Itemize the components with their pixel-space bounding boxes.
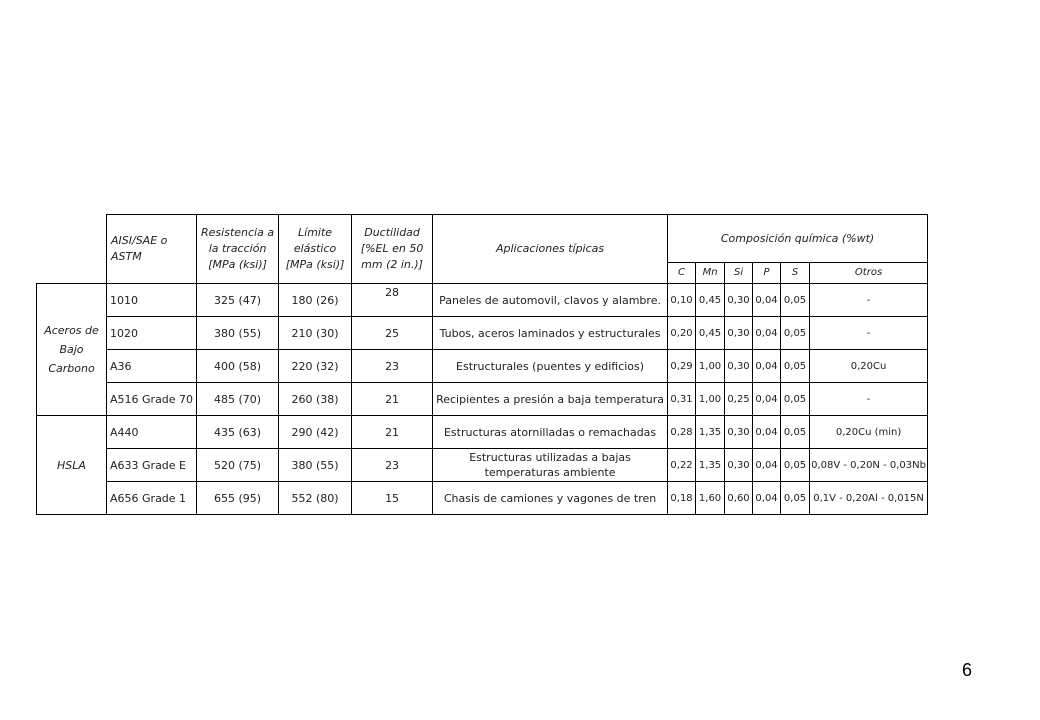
steel-code: A516 Grade 70 <box>107 383 197 416</box>
tensile-value: 325 (47) <box>197 284 279 317</box>
c-value: 0,22 <box>668 449 696 482</box>
other-elements-value: - <box>810 383 928 416</box>
tensile-value: 520 (75) <box>197 449 279 482</box>
tensile-value: 400 (58) <box>197 350 279 383</box>
c-value: 0,20 <box>668 317 696 350</box>
c-value: 0,28 <box>668 416 696 449</box>
si-value: 0,30 <box>725 317 753 350</box>
s-value: 0,05 <box>781 317 810 350</box>
table-row <box>37 350 928 383</box>
s-value: 0,05 <box>781 482 810 515</box>
mn-value: 1,35 <box>696 449 725 482</box>
tensile-header: Resistencia a la tracción [MPa (ksi)] <box>197 215 279 284</box>
yield-value: 180 (26) <box>279 284 352 317</box>
s-value: 0,05 <box>781 284 810 317</box>
yield-value: 210 (30) <box>279 317 352 350</box>
element-header-c: C <box>668 263 696 284</box>
table-row <box>37 317 928 350</box>
ductility-value: 21 <box>352 416 433 449</box>
c-value: 0,18 <box>668 482 696 515</box>
steel-code: 1020 <box>107 317 197 350</box>
element-header-p: P <box>753 263 781 284</box>
steel-properties-table <box>36 214 928 515</box>
mn-value: 0,45 <box>696 317 725 350</box>
element-header-si: Si <box>725 263 753 284</box>
mn-value: 1,00 <box>696 350 725 383</box>
table-row <box>37 482 928 515</box>
ductility-value: 23 <box>352 350 433 383</box>
ductility-header: Ductilidad [%EL en 50 mm (2 in.)] <box>352 215 433 284</box>
mn-value: 1,00 <box>696 383 725 416</box>
element-header-mn: Mn <box>696 263 725 284</box>
steel-code: 1010 <box>107 284 197 317</box>
header-row <box>37 215 928 263</box>
tensile-value: 485 (70) <box>197 383 279 416</box>
group-header-blank <box>37 215 107 284</box>
p-value: 0,04 <box>753 284 781 317</box>
application-text: Tubos, aceros laminados y estructurales <box>433 317 668 350</box>
s-value: 0,05 <box>781 449 810 482</box>
si-value: 0,30 <box>725 449 753 482</box>
ductility-value: 23 <box>352 449 433 482</box>
p-value: 0,04 <box>753 350 781 383</box>
page-number: 6 <box>962 660 973 680</box>
si-value: 0,30 <box>725 284 753 317</box>
designation-header: AISI/SAE o ASTM <box>107 215 197 284</box>
c-value: 0,10 <box>668 284 696 317</box>
other-elements-value: 0,20Cu <box>810 350 928 383</box>
mn-value: 0,45 <box>696 284 725 317</box>
element-header-s: S <box>781 263 810 284</box>
table-row <box>37 416 928 449</box>
group-label-low-carbon: Aceros de Bajo Carbono <box>37 284 107 416</box>
application-text: Paneles de automovil, clavos y alambre. <box>433 284 668 317</box>
ductility-value: 21 <box>352 383 433 416</box>
composition-header: Composición química (%wt) <box>668 215 928 263</box>
p-value: 0,04 <box>753 416 781 449</box>
other-elements-value: - <box>810 317 928 350</box>
p-value: 0,04 <box>753 449 781 482</box>
steel-code: A633 Grade E <box>107 449 197 482</box>
yield-value: 260 (38) <box>279 383 352 416</box>
steel-code: A440 <box>107 416 197 449</box>
si-value: 0,30 <box>725 416 753 449</box>
application-text: Recipientes a presión a baja temperatura <box>433 383 668 416</box>
p-value: 0,04 <box>753 317 781 350</box>
tensile-value: 435 (63) <box>197 416 279 449</box>
other-elements-value: - <box>810 284 928 317</box>
si-value: 0,30 <box>725 350 753 383</box>
tensile-value: 655 (95) <box>197 482 279 515</box>
mn-value: 1,60 <box>696 482 725 515</box>
other-elements-value: 0,20Cu (min) <box>810 416 928 449</box>
s-value: 0,05 <box>781 416 810 449</box>
ductility-value: 15 <box>352 482 433 515</box>
table-row <box>37 383 928 416</box>
tensile-value: 380 (55) <box>197 317 279 350</box>
application-text: Estructuras utilizadas a bajas temperaturas ambiente <box>433 449 668 482</box>
mn-value: 1,35 <box>696 416 725 449</box>
steel-code: A36 <box>107 350 197 383</box>
ductility-value: 28 <box>352 284 433 317</box>
steel-code: A656 Grade 1 <box>107 482 197 515</box>
c-value: 0,29 <box>668 350 696 383</box>
table-row <box>37 449 928 482</box>
yield-value: 380 (55) <box>279 449 352 482</box>
c-value: 0,31 <box>668 383 696 416</box>
si-value: 0,60 <box>725 482 753 515</box>
element-header-otros: Otros <box>810 263 928 284</box>
other-elements-value: 0,1V - 0,20Al - 0,015N <box>810 482 928 515</box>
yield-value: 220 (32) <box>279 350 352 383</box>
table-row <box>37 284 928 317</box>
p-value: 0,04 <box>753 383 781 416</box>
application-text: Estructurales (puentes y edificios) <box>433 350 668 383</box>
p-value: 0,04 <box>753 482 781 515</box>
s-value: 0,05 <box>781 383 810 416</box>
yield-value: 290 (42) <box>279 416 352 449</box>
si-value: 0,25 <box>725 383 753 416</box>
other-elements-value: 0,08V - 0,20N - 0,03Nb <box>810 449 928 482</box>
ductility-value: 25 <box>352 317 433 350</box>
application-text: Chasis de camiones y vagones de tren <box>433 482 668 515</box>
yield-header: Límite elástico [MPa (ksi)] <box>279 215 352 284</box>
application-text: Estructuras atornilladas o remachadas <box>433 416 668 449</box>
yield-value: 552 (80) <box>279 482 352 515</box>
applications-header: Aplicaciones típicas <box>433 215 668 284</box>
s-value: 0,05 <box>781 350 810 383</box>
group-label-hsla: HSLA <box>37 416 107 515</box>
